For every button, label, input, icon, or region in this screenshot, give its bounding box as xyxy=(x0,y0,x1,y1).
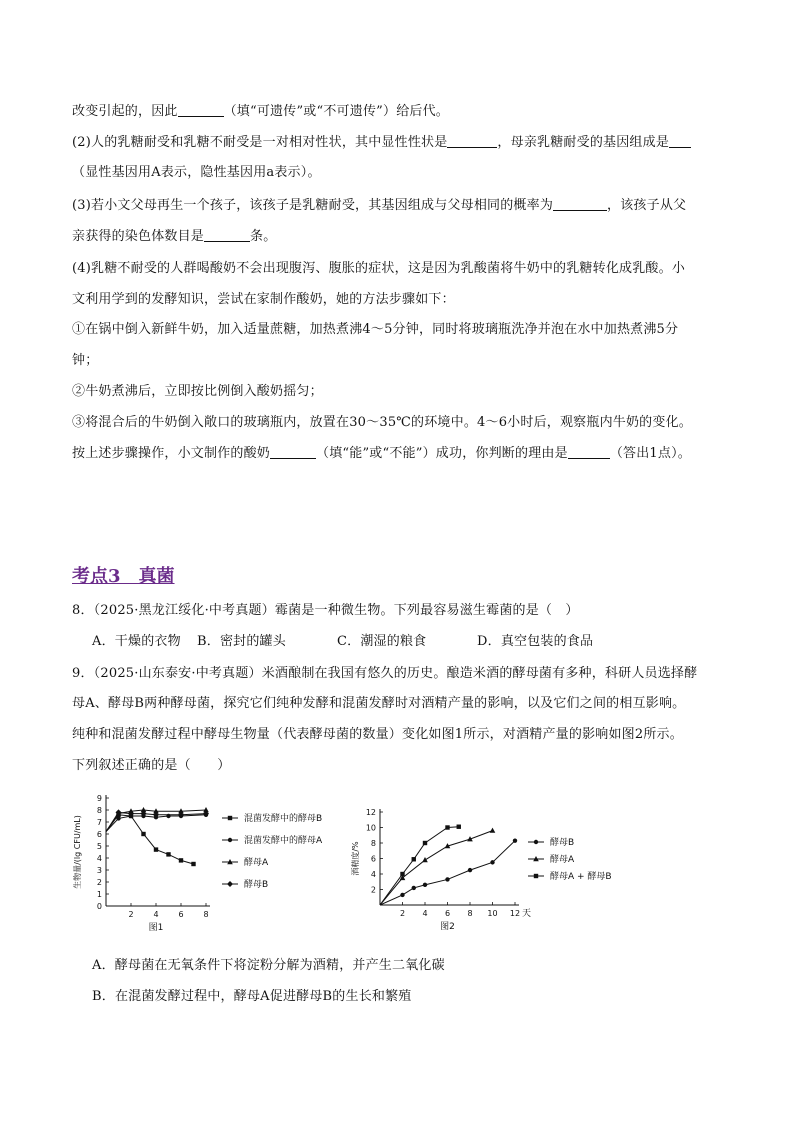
y-tick-label: 6 xyxy=(96,830,102,839)
text-line-12 xyxy=(72,444,732,464)
y-tick-label: 3 xyxy=(96,866,102,875)
x-tick-label: 4 xyxy=(153,910,159,919)
text-line-4 xyxy=(72,196,732,216)
question-9-option-a[interactable]: A．酵母菌在无氧条件下将淀粉分解为酒精，并产生二氧化碳 xyxy=(92,958,445,973)
answer-blank[interactable] xyxy=(204,227,250,242)
y-tick-label: 1 xyxy=(96,890,102,899)
figure-2-chart xyxy=(350,800,650,940)
data-point-circle xyxy=(228,838,232,842)
data-point-circle xyxy=(534,840,538,844)
series-line xyxy=(106,815,194,864)
data-point-circle xyxy=(116,816,120,820)
data-point-square xyxy=(423,841,427,845)
data-point-square xyxy=(191,862,195,866)
y-tick-label: 0 xyxy=(96,902,102,911)
question-8: 8．（2025·黑龙江绥化·中考真题）霉菌是一种微生物。下列最容易滋生霉菌的是（ ） xyxy=(72,603,579,618)
x-tick-label: 6 xyxy=(178,910,184,919)
y-tick-label: 6 xyxy=(370,854,376,864)
option-d[interactable]: D．真空包装的食品 xyxy=(477,634,594,649)
text-fragment: （填“可遗传”或“不可遗传”）给后代。 xyxy=(223,104,449,119)
data-point-square xyxy=(154,847,158,851)
y-tick-label: 4 xyxy=(370,870,376,879)
data-point-square xyxy=(166,852,170,856)
series-line xyxy=(380,827,459,905)
data-point-square xyxy=(400,872,404,876)
answer-blank[interactable] xyxy=(553,196,607,211)
y-tick-label: 10 xyxy=(365,823,376,833)
text-line-8: ①在锅中倒入新鲜牛奶，加入适量蔗糖，加热煮沸4～5分钟，同时将玻璃瓶洗净并泡在水中加热煮沸5分 xyxy=(72,322,679,337)
data-point-triangle xyxy=(422,857,428,862)
data-point-circle xyxy=(490,860,494,864)
x-axis-label: 天 xyxy=(522,909,532,919)
data-point-diamond xyxy=(227,881,233,887)
data-point-circle xyxy=(468,868,472,872)
y-tick-label: 5 xyxy=(96,842,102,851)
legend-label: 混菌发酵中的酵母B xyxy=(244,814,323,824)
option-b[interactable]: B．密封的罐头 xyxy=(197,634,286,649)
text-fragment: (3)若小文父母再生一个孩子，该孩子是乳糖耐受，其基因组成与父母相同的概率为 xyxy=(72,198,554,213)
answer-blank[interactable] xyxy=(568,444,610,459)
x-tick-label: 6 xyxy=(444,909,451,918)
question-9-line-1: 9．（2025·山东泰安·中考真题）米酒酿制在我国有悠久的历史。酿造米酒的酵母菌有多种，科研人员选择酵 xyxy=(72,666,698,681)
data-point-circle xyxy=(513,838,517,842)
text-fragment: ，母亲乳糖耐受的基因组成是 xyxy=(497,135,670,150)
data-point-square xyxy=(141,832,145,836)
text-line-3: （显性基因用A表示，隐性基因用a表示）。 xyxy=(72,165,321,180)
text-fragment: （填“能”或“不能”）成功，你判断的理由是 xyxy=(316,446,568,461)
data-point-square xyxy=(228,816,232,820)
text-line-2 xyxy=(72,133,732,153)
data-point-circle xyxy=(400,893,404,897)
y-tick-label: 2 xyxy=(96,878,102,887)
question-9-line-3: 纯种和混菌发酵过程中酵母生物量（代表酵母菌的数量）变化如图1所示，对酒精产量的影响如图2所示。 xyxy=(72,727,683,742)
x-tick-label: 12 xyxy=(509,909,521,918)
data-point-square xyxy=(412,857,416,861)
text-line-5 xyxy=(72,227,732,247)
text-fragment: 条。 xyxy=(250,229,277,244)
legend-label: 混菌发酵中的酵母A xyxy=(244,836,323,846)
data-point-square xyxy=(457,825,461,829)
text-fragment: （答出1点）。 xyxy=(609,446,691,461)
option-a[interactable]: A．干燥的衣物 xyxy=(92,634,181,649)
data-point-circle xyxy=(445,877,449,881)
y-axis-label: 酒精度/% xyxy=(351,841,360,876)
y-tick-label: 7 xyxy=(96,818,102,827)
x-tick-label: 2 xyxy=(399,909,406,918)
data-point-triangle xyxy=(490,828,496,833)
answer-blank[interactable] xyxy=(270,444,316,459)
question-9-option-b[interactable]: B．在混菌发酵过程中，酵母A促进酵母B的生长和繁殖 xyxy=(92,989,412,1004)
question-8-options xyxy=(92,632,752,652)
figure-1-chart xyxy=(70,790,370,940)
legend-label: 酵母A xyxy=(244,858,269,868)
data-point-square xyxy=(534,874,538,878)
legend-label: 酵母B xyxy=(550,838,575,848)
x-tick-label: 10 xyxy=(487,909,498,918)
text-fragment: (2)人的乳糖耐受和乳糖不耐受是一对相对性状，其中显性性状是 xyxy=(72,135,448,150)
chart-title: 图1 xyxy=(148,923,164,933)
y-tick-label: 4 xyxy=(96,854,102,863)
answer-blank[interactable] xyxy=(447,133,497,148)
text-fragment: 按上述步骤操作，小文制作的酸奶 xyxy=(72,446,271,461)
answer-blank[interactable] xyxy=(669,133,691,148)
y-tick-label: 9 xyxy=(96,794,102,803)
y-axis-label: 生物量/(lg CFU/mL) xyxy=(73,815,82,889)
legend-label: 酵母B xyxy=(244,880,269,890)
text-fragment: 改变引起的，因此 xyxy=(72,104,178,119)
x-tick-label: 2 xyxy=(128,910,134,919)
answer-blank[interactable] xyxy=(178,102,224,117)
legend-label: 酵母A + 酵母B xyxy=(550,872,612,882)
y-tick-label: 2 xyxy=(370,885,376,895)
y-tick-label: 8 xyxy=(370,839,376,848)
text-fragment: ，该孩子从父 xyxy=(607,198,687,213)
text-line-11: ③将混合后的牛奶倒入敞口的玻璃瓶内，放置在30～35℃的环境中。4～6小时后，观察瓶内牛奶的变化。 xyxy=(72,415,692,430)
series-line xyxy=(380,841,515,905)
option-c[interactable]: C．潮湿的粮食 xyxy=(337,634,427,649)
text-line-6: (4)乳糖不耐受的人群喝酸奶不会出现腹泻、腹胀的症状，这是因为乳酸菌将牛奶中的乳糖转化成乳酸。小 xyxy=(72,261,686,276)
text-fragment: 亲获得的染色体数目是 xyxy=(72,229,205,244)
x-tick-label: 8 xyxy=(203,910,209,919)
question-9-line-2: 母A、酵母B两种酵母菌，探究它们纯种发酵和混菌发酵时对酒精产量的影响，以及它们之间的相互影响。 xyxy=(72,696,686,711)
legend-label: 酵母A xyxy=(550,855,575,865)
data-point-square xyxy=(179,858,183,862)
data-point-square xyxy=(445,825,449,829)
text-line-9: 钟； xyxy=(72,353,99,368)
data-point-circle xyxy=(423,883,427,887)
question-9-line-4: 下列叙述正确的是（ ） xyxy=(72,758,231,773)
text-line-7: 文利用学到的发酵知识，尝试在家制作酸奶，她的方法步骤如下： xyxy=(72,292,455,307)
x-tick-label: 4 xyxy=(422,909,428,918)
y-tick-label: 8 xyxy=(96,806,102,815)
section-title: 考点3 真菌 xyxy=(72,566,175,587)
text-line-1 xyxy=(72,102,732,122)
y-tick-label: 12 xyxy=(365,808,376,817)
data-point-circle xyxy=(412,886,416,890)
chart-title: 图2 xyxy=(440,922,455,932)
x-tick-label: 8 xyxy=(467,909,473,918)
text-line-10: ②牛奶煮沸后，立即按比例倒入酸奶摇匀； xyxy=(72,384,323,399)
